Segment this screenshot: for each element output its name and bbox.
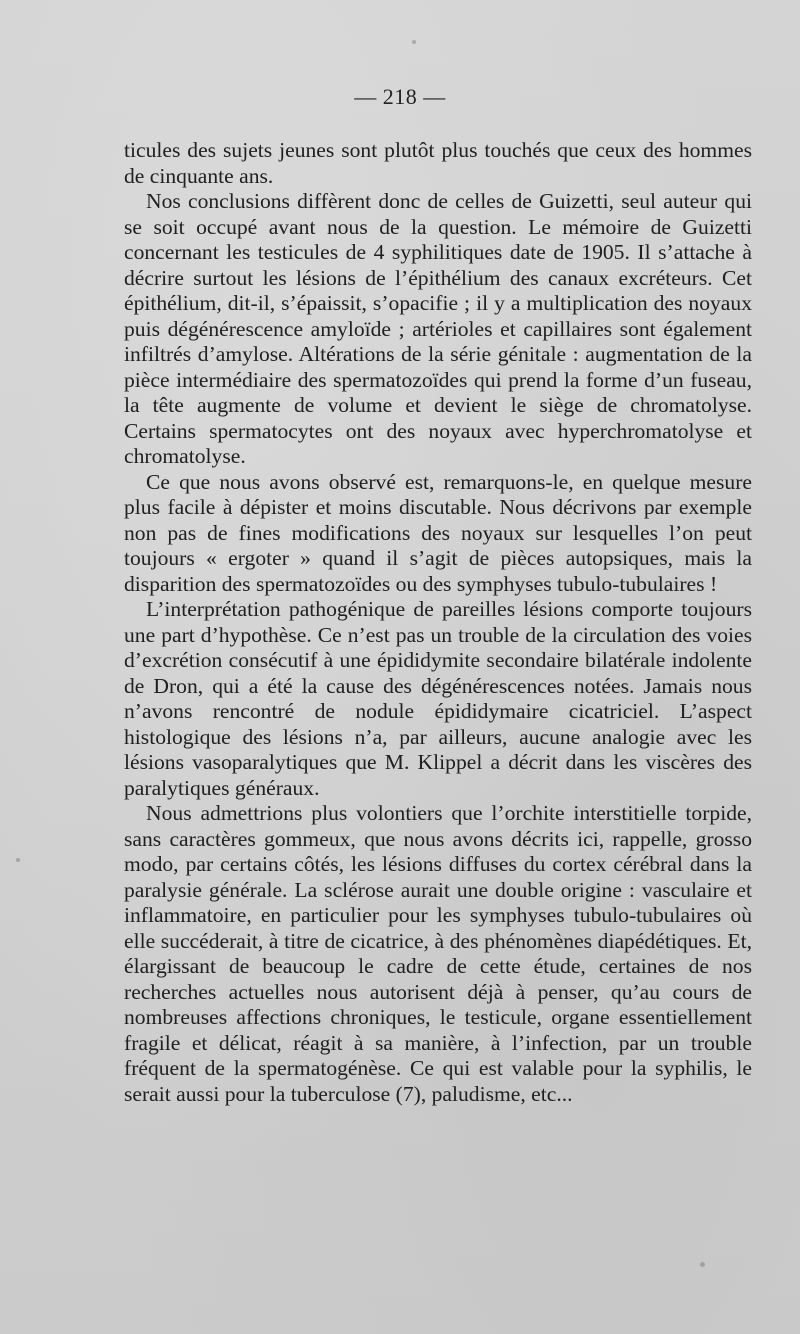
paper-speck [700, 1262, 705, 1267]
body-text [124, 138, 752, 1107]
paragraph-1: ticules des sujets jeunes sont plutôt plus touchés que ceux des hommes de cinquante ans. [124, 138, 752, 188]
paper-speck [412, 40, 416, 44]
paragraph-3: Ce que nous avons observé est, remarquons-le, en quelque mesure plus facile à dépister et moins discutable. Nous décrivons par exemple non pas de fines modifications des noyaux sur lesquelles l’on peut toujours « ergoter » quand il s’agit de pièces autopsiques, mais la disparition des spermatozoïdes ou des symphyses tubulo-tubulaires ! [124, 469, 752, 596]
paragraph-5: Nous admettrions plus volontiers que l’orchite interstitielle torpide, sans caractères gommeux, que nous avons décrits ici, rappelle, grosso modo, par certains côtés, les lésions diffuses du cortex cérébral dans la paralysie générale. La sclérose aurait une double origine : vasculaire et inflammatoire, en particulier pour les symphyses tubulo-tubulaires où elle succéderait, à titre de cicatrice, à des phénomènes diapédétiques. Et, élargissant de beaucoup le cadre de cette étude, certaines de nos recherches actuelles nous autorisent déjà à penser, qu’au cours de nombreuses affections chroniques, le testicule, organe essentiellement fragile et délicat, réagit à sa manière, à l’infection, par un trouble fréquent de la spermatogénèse. Ce qui est valable pour la syphilis, le serait aussi pour la tuberculose (7), paludisme, etc... [124, 801, 752, 1106]
paragraph-2: Nos conclusions diffèrent donc de celles de Guizetti, seul auteur qui se soit occupé avant nous de la question. Le mémoire de Guizetti concernant les testicules de 4 syphilitiques date de 1905. Il s’attache à décrire surtout les lésions de l’épithélium des canaux excréteurs. Cet épithélium, dit-il, s’épaissit, s’opacifie ; il y a multiplication des noyaux puis dégénérescence amyloïde ; artérioles et capillaires sont également infiltrés d’amylose. Altérations de la série génitale : augmentation de la pièce intermédiaire des spermatozoïdes qui prend la forme d’un fuseau, la tête augmente de volume et devient le siège de chromatolyse. Certains spermatocytes ont des noyaux avec hyperchromatolyse et chromatolyse. [124, 189, 752, 468]
paper-speck [16, 858, 20, 862]
paragraph-4: L’interprétation pathogénique de pareilles lésions comporte toujours une part d’hypothèse. Ce n’est pas un trouble de la circulation des voies d’excrétion consécutif à une épididymite secondaire bilatérale indolente de Dron, qui a été la cause des dégénérescences notées. Jamais nous n’avons rencontré de nodule épididymaire cicatriciel. L’aspect histologique des lésions n’a, par ailleurs, aucune analogie avec les lésions vasoparalytiques que M. Klippel a décrit dans les viscères des paralytiques généraux. [124, 597, 752, 800]
page-number: — 218 — [354, 84, 446, 109]
